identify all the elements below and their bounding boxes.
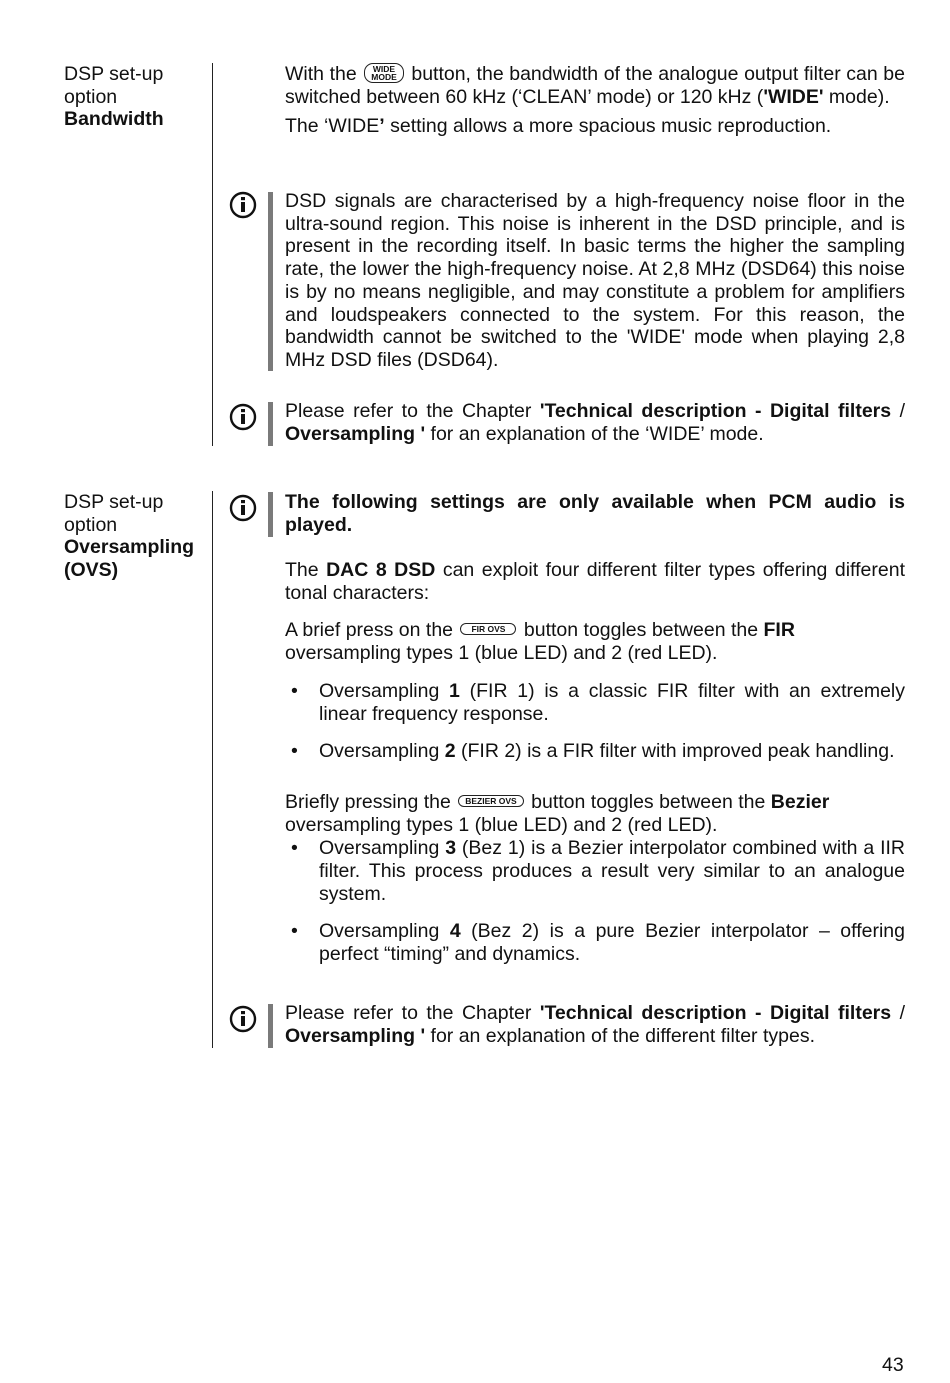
bandwidth-paragraph-1 <box>285 63 905 108</box>
fir-list <box>285 680 905 763</box>
section-divider-line <box>212 491 213 1048</box>
text: for an explanation of the ‘WIDE’ mode. <box>425 422 764 445</box>
text: Please refer to the Chapter <box>285 1002 540 1024</box>
note-bar <box>268 402 273 446</box>
text: / <box>891 1002 905 1024</box>
bandwidth-side-heading <box>64 63 204 131</box>
section-divider-line <box>212 63 213 446</box>
list-item <box>285 740 905 763</box>
text-bold: 3 <box>445 837 457 860</box>
bandwidth-body <box>285 63 905 138</box>
bezier-list <box>285 837 905 966</box>
button-label: MODE <box>371 71 397 82</box>
side-heading-line: DSP set-up <box>64 491 164 513</box>
button-label: WIDE <box>372 63 396 74</box>
text-bold: FIR <box>763 619 795 642</box>
text: button, the bandwidth of the analogue output filter can be switched between 60 kHz (‘CLEAN’ mode) or 120 kHz ( <box>285 63 905 108</box>
text: setting allows a more spacious music reproduction. <box>384 115 832 138</box>
bezier-ovs-button-icon: BEZIER OVS <box>458 795 523 807</box>
text: mode). <box>823 85 890 108</box>
bandwidth-paragraph-2 <box>285 115 905 138</box>
text: Please refer to the Chapter <box>285 400 540 422</box>
side-heading-line: option <box>64 513 118 536</box>
text-bold: 'Technical description - Digital filters <box>539 1002 892 1024</box>
dsd-note: DSD signals are characterised by a high-frequency noise floor in the ultra-sound region. This noise is inherent in the DSD principle, and is present in the recording itself. In basic terms the higher the sampling rate, the lower the high-frequency noise. At 2,8 MHz (DSD64) this noise is by no means negligible, and may constitute a problem for amplifiers and loudspeakers connected to the system. For this reason, the bandwidth cannot be switched to the 'WIDE' mode when playing 2,8 MHz DSD files (DSD64). <box>285 190 905 371</box>
text: (Bez 1) is a Bezier interpolator combined with a IIR filter. This process produces a result very similar to an analogue system. <box>319 837 906 905</box>
text: The ‘WIDE <box>285 115 380 138</box>
text-bold: Oversampling ' <box>285 422 426 445</box>
side-heading-line: option <box>64 85 118 108</box>
side-heading-line: DSP set-up <box>64 63 164 85</box>
text: (FIR 1) is a classic FIR filter with an extremely linear frequency response. <box>319 679 905 725</box>
filter-types-reference-note <box>285 1002 905 1047</box>
info-icon <box>229 494 257 522</box>
text: (Bez 2) is a pure Bezier interpolator – offering perfect “timing” and dynamics. <box>319 920 905 966</box>
side-heading-bold: (OVS) <box>64 559 119 582</box>
fir-ovs-button-icon: FIR OVS <box>460 623 516 635</box>
wide-reference-note <box>285 400 905 445</box>
oversampling-body <box>285 559 905 966</box>
oversampling-paragraph-2 <box>285 619 905 664</box>
note-bar <box>268 1004 273 1048</box>
text: for an explanation of the different filter types. <box>425 1024 815 1047</box>
text: can exploit four different filter types offering different tonal characters: <box>285 559 905 604</box>
side-heading-bold: Oversampling <box>64 536 195 559</box>
text-bold: ’ <box>379 115 385 138</box>
text: Oversampling <box>319 740 445 763</box>
text: The <box>285 559 327 581</box>
text: (FIR 2) is a FIR filter with improved peak handling. <box>455 740 895 763</box>
text: / <box>891 400 905 422</box>
text: button toggles between the <box>523 619 764 642</box>
wide-mode-button-icon <box>364 63 404 83</box>
note-bar <box>268 492 273 537</box>
text-bold: 'WIDE' <box>763 85 824 108</box>
pcm-only-note: The following settings are only available when PCM audio is played. <box>285 491 905 536</box>
page-number: 43 <box>882 1354 904 1376</box>
note-bar <box>268 192 273 371</box>
text-bold: Oversampling ' <box>285 1024 426 1047</box>
oversampling-paragraph-1 <box>285 559 905 604</box>
text: oversampling types 1 (blue LED) and 2 (red LED). <box>285 642 718 665</box>
text-bold: 1 <box>449 679 460 702</box>
text: With the <box>285 63 357 85</box>
text-bold: DAC 8 DSD <box>326 559 436 581</box>
text: button toggles between the <box>531 790 771 813</box>
list-item <box>285 680 905 725</box>
side-heading-bold: Bandwidth <box>64 108 164 131</box>
text-bold: 'Technical description - Digital filters <box>539 400 892 422</box>
text-bold: 4 <box>449 920 461 943</box>
text-bold: Bezier <box>770 790 830 813</box>
text: Briefly pressing the <box>285 790 451 813</box>
info-icon <box>229 403 257 431</box>
oversampling-side-heading <box>64 491 204 582</box>
text: Oversampling <box>319 920 450 943</box>
text-bold: 2 <box>444 740 456 763</box>
text: Oversampling <box>319 679 450 702</box>
oversampling-paragraph-3 <box>285 791 905 836</box>
info-icon <box>229 191 257 219</box>
text: A brief press on the <box>285 619 454 642</box>
info-icon <box>229 1005 257 1033</box>
list-item <box>285 837 905 905</box>
text: Oversampling <box>319 837 446 860</box>
list-item <box>285 920 905 965</box>
text: oversampling types 1 (blue LED) and 2 (red LED). <box>285 813 718 836</box>
